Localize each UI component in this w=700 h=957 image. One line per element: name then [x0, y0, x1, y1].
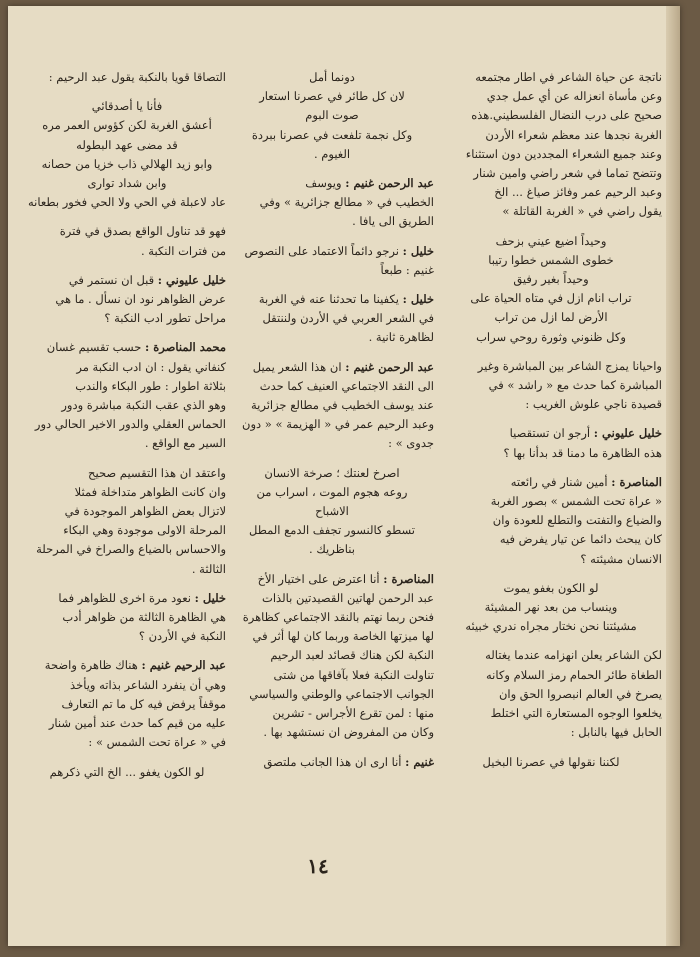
verse-block	[440, 579, 662, 637]
paragraph-text: لو الكون بغفو يموت وينساب من بعد نهر المشيئة مشيئتنا نحن نختار مجراه ندري خبيئه	[465, 580, 637, 634]
paragraph-text: نرجو دائماً الاعتماد على النصوص غنيم : طبعاً	[244, 243, 434, 277]
paragraph-text: فأنا يا أصدقائي أعشق الغربة لكن كؤوس العمر مره قد مضى عهد البطوله وابو زيد الهلالي ذاب خزيا من حصانه وابن شداد توارى عاد لاعبلة في الحي ولا الحي فخور بطعانه	[27, 99, 226, 210]
paragraph-text: لكننا نقولها في عصرنا البخيل	[482, 754, 620, 769]
paragraph	[440, 357, 662, 415]
paragraph	[28, 68, 226, 87]
page-number: ١٤	[307, 854, 329, 878]
paragraph	[230, 570, 434, 743]
speaker-name: محمد المناصرة :	[145, 340, 226, 355]
column-middle	[230, 68, 434, 782]
magazine-page	[8, 6, 680, 946]
paragraph-text: قبل ان نستمر في عرض الظواهر نود ان نسأل . ما هي مراحل تطور ادب النكبة ؟	[55, 272, 226, 326]
paragraph-text: أمين شنار في رائعته « عراة تحت الشمس » بصور الغربة والضياع والتفتت والتطلع للعودة وان كان يبحث دائما عن تيار يفرض فيه الانسان مشيئته ؟	[490, 474, 662, 566]
paragraph	[440, 646, 662, 742]
paragraph-text: لو الكون يغفو ... الخ التي ذكرهم	[49, 764, 205, 779]
speaker-name: خليل عليوني :	[593, 426, 662, 441]
paragraph	[28, 222, 226, 260]
speaker-name: المناصرة :	[383, 571, 434, 586]
paragraph	[28, 271, 226, 329]
paragraph-text: يكفينا ما تحدثنا عنه في الغربة في الشعر العربي في الأردن ولننتقل لظاهرة ثانية .	[258, 292, 434, 345]
paragraph-text: أرجو ان تستقصيا هذه الظاهرة ما دمنا قد بدأنا بها ؟	[503, 426, 662, 460]
paragraph	[28, 656, 226, 752]
paragraph-text: حسب تقسيم غسان كنفاني يقول : ان ادب النكبة مر بثلاثة اطوار : طور البكاء والندب وهو الذي عقب النكبة مباشرة ودور الحماس العقلي والدور الاخير الحالي دور السير مع الواقع .	[34, 340, 226, 451]
speaker-name: عبد الرحمن غنيم :	[345, 359, 434, 374]
paragraph-text: اصرخ لعنتك ؛ صرخة الانسان روعه هجوم الموت ، اسراب من الاشباح تسطو كالنسور تجفف الدمع المطل بناظريك .	[248, 465, 415, 557]
paragraph-text: أنا ارى ان هذا الجانب ملتصق	[263, 754, 402, 769]
speaker-name: غنيم :	[405, 754, 434, 769]
speaker-name: خليل :	[402, 292, 434, 307]
paragraph	[230, 358, 434, 454]
paragraph	[230, 174, 434, 232]
paragraph-text: التصاقا قويا بالنكبة يقول عبد الرحيم :	[48, 70, 226, 84]
paragraph-text: أنا اعترض على اختيار الأخ عبد الرحمن لهاتين القصيدتين بالذات فنحن ربما نهتم بالنقد الاجتماعي كظاهرة لها ميزتها الخاصة وربما كان لها أثر في النكبة لكن هناك قصائد لعبد الرحيم تناولت النكبة فعلا بآفاقها من شتى الجوانب الاجتماعي والوطني والسياسي منها : لمن تقرع الأجراس - تشرين وكان من المفروض ان نستشهد بها .	[242, 571, 434, 740]
paragraph	[28, 464, 226, 579]
paragraph-text: دونما أمل لان كل طائر في عصرنا استعار صوت البوم وكل نجمة تلفعت في عصرنا ببردة الغيوم .	[251, 70, 413, 161]
paragraph-text: ويوسف الخطيب في « مطالع جزائرية » وفي الطريق الى يافا .	[259, 176, 434, 229]
paragraph	[440, 424, 662, 462]
paragraph	[230, 753, 434, 772]
column-right	[440, 68, 662, 782]
verse-block	[230, 464, 434, 560]
column-left	[28, 68, 226, 792]
paragraph-text: فهو قد تناول الواقع بصدق في فترة من فترات النكبة .	[59, 224, 226, 258]
verse-block	[28, 763, 226, 782]
verse-block	[230, 68, 434, 164]
paragraph	[28, 589, 226, 647]
paragraph-text: نعود مرة اخرى للظواهر فما هي الظاهرة الثالثة من ظواهر أدب النكبة في الأردن ؟	[58, 590, 226, 644]
paragraph-text: واعتقد ان هذا التقسيم صحيح وان كانت الظواهر متداخلة فمثلا لاتزال بعض الظواهر الموجودة في المرحلة الاولى موجودة وهي البكاء والاحساس بالضياع والصراخ في المرحلة الثالثة .	[36, 465, 226, 576]
speaker-name: خليل :	[194, 590, 226, 605]
verse-block	[440, 753, 662, 772]
paragraph-text: ناتجة عن حياة الشاعر في اطار مجتمعه وعن مأساة انعزاله عن أي عمل جدي صحيح على درب النضال الفلسطيني.هذه الغربة نجدها عند معظم شعراء الأردن وعند جميع الشعراء المجددين دون استثناء وتتضح تماما في شعر راضي وامين شنار وعبد الرحيم عمر وفائز صياغ ... الخ يقول راضي في « الغربة القاتلة »	[465, 70, 662, 219]
paragraph-text: لكن الشاعر يعلن انهزامه عندما يغتاله الطغاة طائر الحمام رمز السلام وكانه يصرخ في العالم انبصروا الحق وان يخلعوا الوجوه المستعارة التي اختلط الحابل فيها بالنابل :	[485, 648, 662, 740]
paragraph-text: واحيانا يمزج الشاعر بين المباشرة وغير المباشرة كما حدث مع « راشد » في قصيدة ناجي علوش الغريب :	[477, 358, 662, 412]
verse-block	[28, 97, 226, 212]
paragraph	[440, 68, 662, 222]
paragraph	[230, 290, 434, 348]
verse-block	[440, 232, 662, 347]
paragraph-text: ان هذا الشعر يميل الى النقد الاجتماعي العنيف كما حدث عند يوسف الخطيب في مطالع جزائرية وعبد الرحيم عمر في « الهزيمة » « دون جدوى » :	[242, 359, 434, 451]
speaker-name: المناصرة :	[611, 474, 662, 489]
speaker-name: خليل عليوني :	[157, 272, 226, 287]
paragraph-text: وحيداً اضيع عيني بزحف خطوى الشمس خطوا رتيبا وحيداً بغير رفيق تراب انام ازل في متاه الحياة على الأرض لما ازل من تراب وكل ظنوني وثورة روحي سراب	[470, 233, 632, 344]
paragraph	[28, 338, 226, 453]
speaker-name: عبد الرحمن غنيم :	[345, 176, 434, 191]
paragraph-text: هناك ظاهرة واضحة وهي أن ينفرد الشاعر بذاته ويأخذ موقفاً يرفض فيه كل ما تم التعارف عليه من قيم كما حدث عند أمين شنار في « عراة تحت الشمس » :	[44, 658, 226, 750]
page-spine	[666, 6, 680, 946]
paragraph	[230, 242, 434, 280]
paragraph	[440, 473, 662, 569]
speaker-name: عبد الرحيم غنيم :	[141, 658, 226, 673]
speaker-name: خليل :	[402, 243, 434, 258]
